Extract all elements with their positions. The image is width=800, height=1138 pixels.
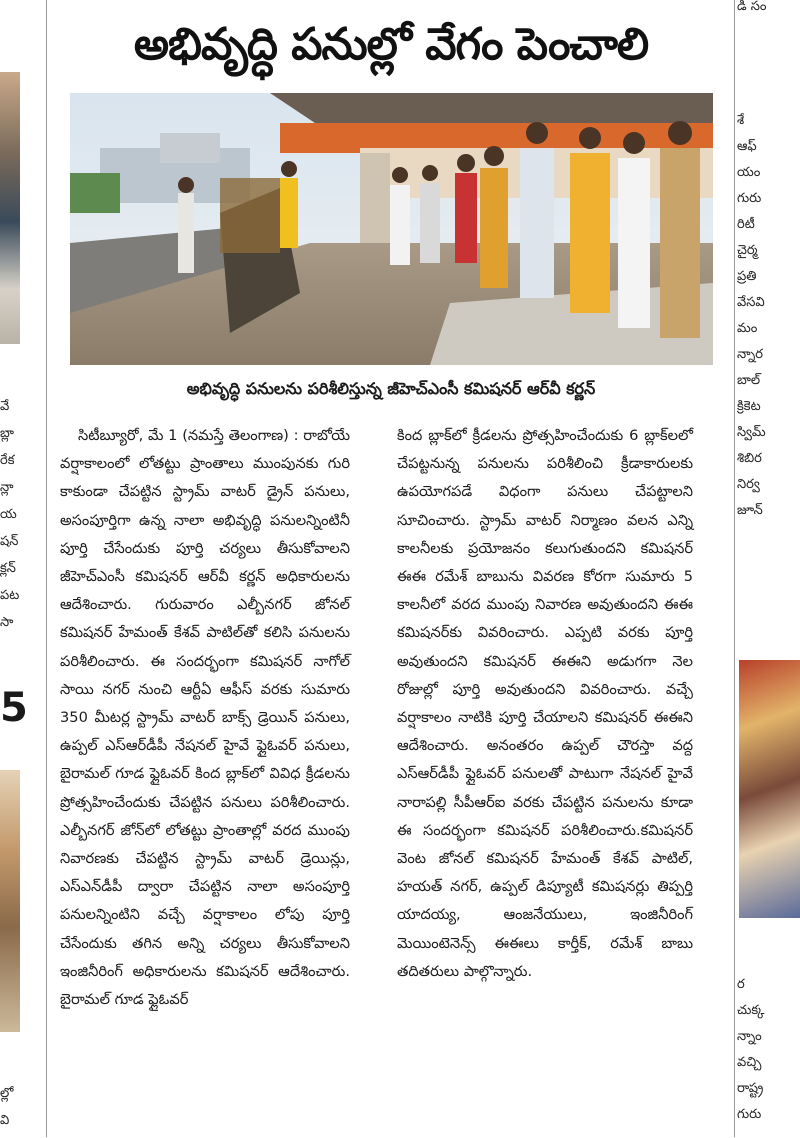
right-neighbor-text: గురు bbox=[737, 1107, 762, 1122]
left-neighbor-text: ల్లో bbox=[0, 1086, 14, 1101]
right-neighbor-text: చైర్మ bbox=[737, 243, 758, 258]
column-rule-right bbox=[734, 0, 735, 1137]
right-neighbor-text: ప్రతి bbox=[737, 269, 757, 284]
column-rule-left bbox=[46, 0, 47, 1137]
left-neighbor-text: బ్లా bbox=[0, 426, 14, 441]
left-neighbor-photo bbox=[0, 770, 20, 1032]
next-article-headline bbox=[110, 1118, 690, 1138]
article-paragraph: సిటీబ్యూరో, మే 1 (నమస్తే తెలంగాణ) : రాబోయే వర్షాకాలంలో లోతట్టు ప్రాంతాలు ముంపునకు గురి కాకుండా చేపట్టిన స్ట్రామ్ వాటర్ డ్రైన్ పనులు, అసంపూర్తిగా ఉన్న నాలా అభివృద్ధి పనులన్నింటినీ పూర్తి చేసేందుకు పూర్తి చర్యలు తీసుకోవాలని జీహెచ్ఎంసీ కమిషనర్ ఆర్‌వీ కర్ణన్ అధికారులను ఆదేశించారు. గురువారం ఎల్బీనగర్ జోనల్ కమిషనర్ హేమంత్ కేశవ్ పాటిల్‌తో కలిసి పనులను పరిశీలించారు. ఈ సందర్భంగా కమిషనర్ నాగోల్ సాయి నగర్ నుంచి ఆర్టీఏ ఆఫీస్ వరకు సుమారు 350 మీటర్ల స్ట్రామ్ వాటర్ బాక్స్ డ్రెయిన్ పనులు, ఉప్పల్ ఎస్ఆర్‌డీపీ నేషనల్ హైవే ఫ్లైఓవర్ పనులు, బైరామల్ గూడ ఫ్లైఓవర్ కింద బ్లాక్‌లో వివిధ క్రీడలను ప్రోత్సహించేందుకు చేపట్టిన పనులు పరిశీలించారు. ఎల్బీనగర్ జోన్‌లో లోతట్టు ప్రాంతాల్లో వరద ముంపు నివారణకు చేపట్టిన స్ట్రామ్ వాటర్ డ్రెయిన్లు, ఎస్ఎన్‌డీపీ ద్వారా చేపట్టిన నాలా అసంపూర్తి పనులన్నింటిని వచ్చే వర్షాకాలం లోపు పూర్తి చేసేందుకు తగిన అన్ని చర్యలు తీసుకోవాలని ఇంజినీరింగ్ అధికారులను కమిషనర్ ఆదేశించారు. బైరామల్ గూడ ఫ్లైఓవర్ bbox=[60, 427, 350, 1009]
left-neighbor-text: పట bbox=[0, 588, 20, 603]
right-neighbor-text: యం bbox=[737, 165, 761, 180]
left-neighbor-photo bbox=[0, 72, 20, 344]
right-neighbor-text: డి సం bbox=[737, 0, 767, 14]
right-neighbor-text: శే bbox=[737, 113, 745, 128]
right-neighbor-text: శిబిర bbox=[737, 451, 762, 466]
article-paragraph: కింద బ్లాక్‌లో క్రీడలను ప్రోత్సహించేందుకు 6 బ్లాక్‌లలో చేపట్టనున్న పనులను పరిశీలించి క్రీడాకారులకు ఉపయోగపడే విధంగా పనులు చేపట్టాలని సూచించారు. స్ట్రామ్ వాటర్ నిర్మాణం వలన ఎన్ని కాలనీలకు ప్రయోజనం కలుగుతుందని కమిషనర్ ఈఈ రమేశ్ బాబును వివరణ కోరగా సుమారు 5 కాలనీలో వరద ముంపు నివారణ అవుతుందని ఈఈ కమిషనర్‌కు వివరించారు. ఎప్పటి వరకు పూర్తి అవుతుందని కమిషనర్ ఈఈని అడుగగా నెల రోజుల్లో పూర్తి అవుతుందని వివరించారు. వచ్చే వర్షాకాలం నాటికి పూర్తి చేయాలని కమిషనర్ ఈఈని ఆదేశించారు. అనంతరం ఉప్పల్ చౌరస్తా వద్ద ఎస్ఆర్‌డీపీ ఫ్లైఓవర్ పనులతో పాటుగా నేషనల్ హైవే నారాపల్లి సీపీఆర్ఐ వరకు చేపట్టిన పనులను కూడా ఈ సందర్భంగా కమిషనర్ పరిశీలించారు.కమిషనర్ వెంట జోనల్ కమిషనర్ హేమంత్ కేశవ్ పాటిల్, హయత్ నగర్, ఉప్పల్ డిప్యూటీ కమిషనర్లు తిప్పర్తి యాదయ్య, ఆంజనేయులు, ఇంజినీరింగ్ మెయింటెనెన్స్ ఈఈలు కార్తీక్, రమేశ్ బాబు తదితరులు పాల్గొన్నారు. bbox=[397, 427, 693, 980]
left-neighbor-text: షన్ bbox=[0, 534, 19, 549]
left-neighbor-text: వే bbox=[0, 399, 10, 414]
article-photo bbox=[70, 93, 713, 365]
right-neighbor-text: న్నార bbox=[737, 347, 763, 362]
article-column-1 bbox=[60, 422, 350, 1014]
left-neighbor-text: రేక bbox=[0, 453, 15, 468]
right-neighbor-article bbox=[737, 0, 800, 1137]
right-neighbor-text: నిర్వ bbox=[737, 477, 760, 492]
right-neighbor-text: ఆఫ్ bbox=[737, 139, 757, 154]
article-headline: అభివృద్ధి పనుల్లో వేగం పెంచాలి bbox=[133, 19, 649, 70]
photo-caption: అభివృద్ధి పనులను పరిశీలిస్తున్న జీహెచ్ఎంసీ కమిషనర్ ఆర్‌వీ కర్ణన్ bbox=[186, 379, 596, 398]
right-neighbor-photo bbox=[739, 660, 800, 918]
left-neighbor-text: న్లా bbox=[0, 480, 14, 495]
right-neighbor-text: మం bbox=[737, 321, 758, 336]
right-neighbor-text: వచ్చి bbox=[737, 1055, 762, 1070]
right-neighbor-text: రాష్ట్ర bbox=[737, 1081, 764, 1096]
left-neighbor-text: సా bbox=[0, 615, 14, 630]
left-neighbor-text: వి bbox=[0, 1113, 10, 1128]
left-neighbor-headline-fragment: 5 bbox=[0, 685, 28, 731]
right-neighbor-text: న్నాం bbox=[737, 1029, 762, 1044]
right-neighbor-text: రిటీ bbox=[737, 217, 755, 232]
article-column-2 bbox=[397, 422, 693, 986]
left-neighbor-article bbox=[0, 0, 44, 1137]
right-neighbor-text: క్రికెట bbox=[737, 399, 761, 414]
left-neighbor-text: య bbox=[0, 507, 17, 522]
right-neighbor-text: గురు bbox=[737, 191, 762, 206]
right-neighbor-text: ర bbox=[737, 977, 745, 992]
left-neighbor-text: క్లన్ bbox=[0, 561, 16, 576]
right-neighbor-text: వేసవి bbox=[737, 295, 765, 310]
inspection-photo bbox=[70, 93, 713, 365]
right-neighbor-text: చుక్క bbox=[737, 1003, 765, 1018]
right-neighbor-text: స్విమ్ bbox=[737, 425, 766, 440]
right-neighbor-text: బాల్ bbox=[737, 373, 761, 388]
right-neighbor-text: జూన్ bbox=[737, 503, 763, 518]
